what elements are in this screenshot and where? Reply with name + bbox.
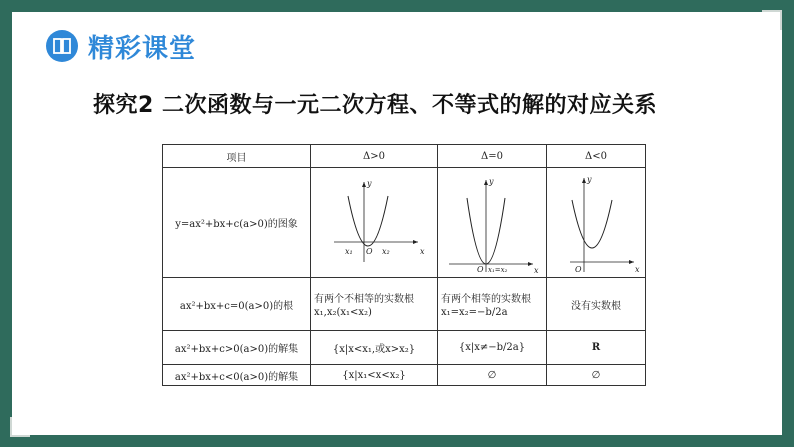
axis-label-y: y xyxy=(489,177,494,186)
graph-two-roots xyxy=(311,168,438,278)
gt-solution-no-root: R xyxy=(547,331,646,365)
roots-two-distinct-text: 有两个不相等的实数根 xyxy=(314,294,414,305)
table-row xyxy=(163,331,646,365)
table-row xyxy=(163,365,646,386)
axis-label-x: x xyxy=(635,265,640,274)
lt-solution-two-roots: {x|x₁<x<x₂} xyxy=(311,365,438,386)
roots-double-value: x₁=x₂=−b/2a xyxy=(441,307,508,318)
graph-row-label: y=ax²+bx+c(a>0)的图象 xyxy=(163,168,311,278)
corner-decoration xyxy=(762,10,782,30)
correspondence-table xyxy=(162,144,646,386)
roots-double xyxy=(438,278,547,331)
book-icon xyxy=(46,30,78,62)
root-label-x2: x₂ xyxy=(382,247,390,256)
origin-label: O xyxy=(575,265,582,274)
lt-solution-no-root: ∅ xyxy=(547,365,646,386)
corner-decoration xyxy=(10,417,30,437)
header-delta-positive: Δ>0 xyxy=(311,145,438,168)
table-header-row xyxy=(163,145,646,168)
axis-label-x: x xyxy=(534,266,539,274)
origin-label: O xyxy=(366,247,373,256)
roots-row-label: ax²+bx+c=0(a>0)的根 xyxy=(163,278,311,331)
graph-no-root xyxy=(547,168,646,278)
header-item: 项目 xyxy=(163,145,311,168)
table-row xyxy=(163,278,646,331)
axis-label-y: y xyxy=(587,175,592,184)
roots-double-text: 有两个相等的实数根 xyxy=(441,294,531,305)
roots-two-distinct-values: x₁,x₂(x₁<x₂) xyxy=(314,307,372,318)
gt-row-label: ax²+bx+c>0(a>0)的解集 xyxy=(163,331,311,365)
lt-row-label: ax²+bx+c<0(a>0)的解集 xyxy=(163,365,311,386)
origin-label: O xyxy=(477,265,484,274)
table-row xyxy=(163,168,646,278)
page-heading: 探究2 二次函数与一元二次方程、不等式的解的对应关系 xyxy=(93,93,657,118)
graph-double-root xyxy=(438,168,547,278)
section-title: 精彩课堂 xyxy=(88,34,197,64)
lt-solution-double-root: ∅ xyxy=(438,365,547,386)
root-label-x1: x₁ xyxy=(345,247,353,256)
roots-none: 没有实数根 xyxy=(547,278,646,331)
double-root-label: x₁=x₂ xyxy=(488,266,508,274)
header-delta-zero: Δ=0 xyxy=(438,145,547,168)
axis-label-y: y xyxy=(367,179,372,188)
gt-solution-double-root: {x|x≠−b/2a} xyxy=(438,331,547,365)
roots-two-distinct xyxy=(311,278,438,331)
header-delta-negative: Δ<0 xyxy=(547,145,646,168)
axis-label-x: x xyxy=(420,247,425,256)
gt-solution-two-roots: {x|x<x₁,或x>x₂} xyxy=(311,331,438,365)
